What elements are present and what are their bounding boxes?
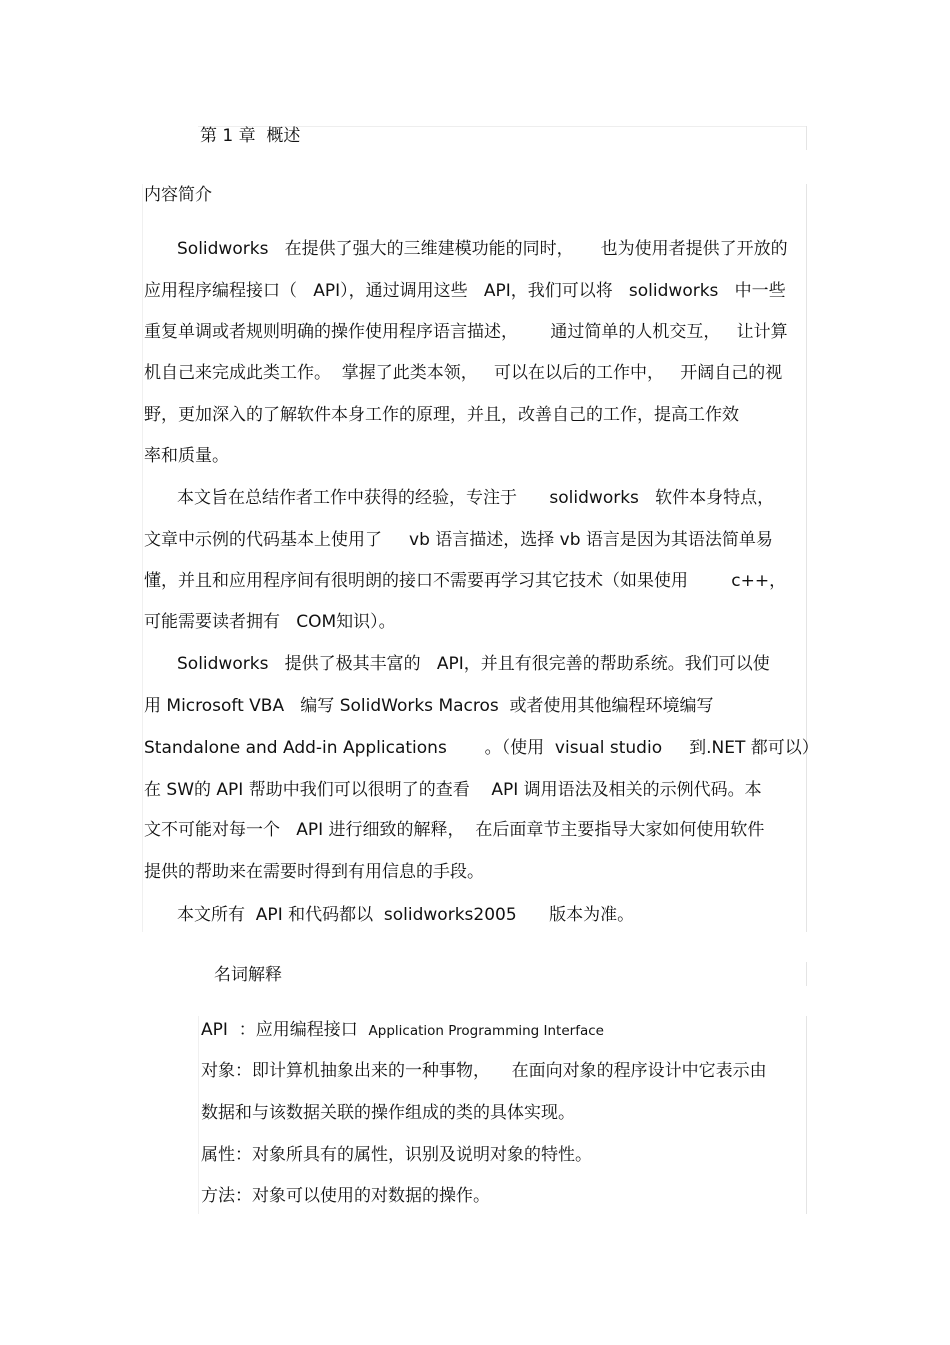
glossary-item-api	[201, 1019, 604, 1042]
text-line: 文章中示例的代码基本上使用了 vb 语言描述，选择 vb 语言是因为其语法简单易	[144, 530, 773, 550]
text-line: 可能需要读者拥有 COM知识）。	[144, 612, 396, 632]
text-line: 提供的帮助来在需要时得到有用信息的手段。	[144, 862, 484, 882]
table-border-right-3	[806, 962, 807, 986]
text-line: 机自己来完成此类工作。 掌握了此类本领， 可以在以后的工作中， 开阔自己的视	[144, 363, 783, 383]
text-line: 懂，并且和应用程序间有很明朗的接口不需要再学习其它技术（如果使用 c++，	[144, 571, 787, 591]
text-line: 用 Microsoft VBA 编写 SolidWorks Macros 或者使用其他编程环境编写	[144, 696, 714, 716]
text-line: 野，更加深入的了解软件本身工作的原理，并且，改善自己的工作，提高工作效	[144, 405, 739, 425]
text-line: 重复单调或者规则明确的操作使用程序语言描述， 通过简单的人机交互， 让计算	[144, 322, 788, 342]
glossary-term-api: API ：应用编程接口	[201, 1020, 358, 1040]
text-line: 文不可能对每一个 API 进行细致的解释， 在后面章节主要指导大家如何使用软件	[144, 820, 765, 840]
glossary-item-object-cont: 数据和与该数据关联的操作组成的类的具体实现。	[201, 1103, 575, 1123]
section-heading-glossary: 名词解释	[214, 965, 282, 985]
text-line: Standalone and Add-in Applications 。（使用 visual studio 到.NET 都可以）	[144, 738, 819, 758]
glossary-item-object: 对象：即计算机抽象出来的一种事物， 在面向对象的程序设计中它表示由	[201, 1061, 767, 1081]
text-line: 应用程序编程接口（ API），通过调用这些 API，我们可以将 solidworks 中一些	[144, 281, 786, 301]
section-heading-intro: 内容简介	[144, 185, 212, 205]
chapter-title: 第 1 章 概述	[200, 126, 301, 146]
text-line: Solidworks 在提供了强大的三维建模功能的同时， 也为使用者提供了开放的	[177, 239, 788, 259]
table-border-right-4	[806, 1016, 807, 1214]
intro-paragraph-4: 本文所有 API 和代码都以 solidworks2005 版本为准。	[177, 905, 635, 925]
table-border-right-1	[806, 126, 807, 150]
text-line: Solidworks 提供了极其丰富的 API，并且有很完善的帮助系统。我们可以使	[177, 654, 770, 674]
glossary-api-full-name: Application Programming Interface	[368, 1023, 604, 1039]
glossary-item-method: 方法：对象可以使用的对数据的操作。	[201, 1186, 490, 1206]
table-border-left-2	[142, 184, 143, 932]
text-line: 本文旨在总结作者工作中获得的经验，专注于 solidworks 软件本身特点，	[177, 488, 775, 508]
text-line: 率和质量。	[144, 446, 229, 466]
table-border-left-4	[198, 1016, 199, 1214]
table-border-right-2	[806, 184, 807, 932]
text-line: 在 SW的 API 帮助中我们可以很明了的查看 API 调用语法及相关的示例代码。本	[144, 780, 762, 800]
glossary-item-property: 属性：对象所具有的属性，识别及说明对象的特性。	[201, 1145, 592, 1165]
